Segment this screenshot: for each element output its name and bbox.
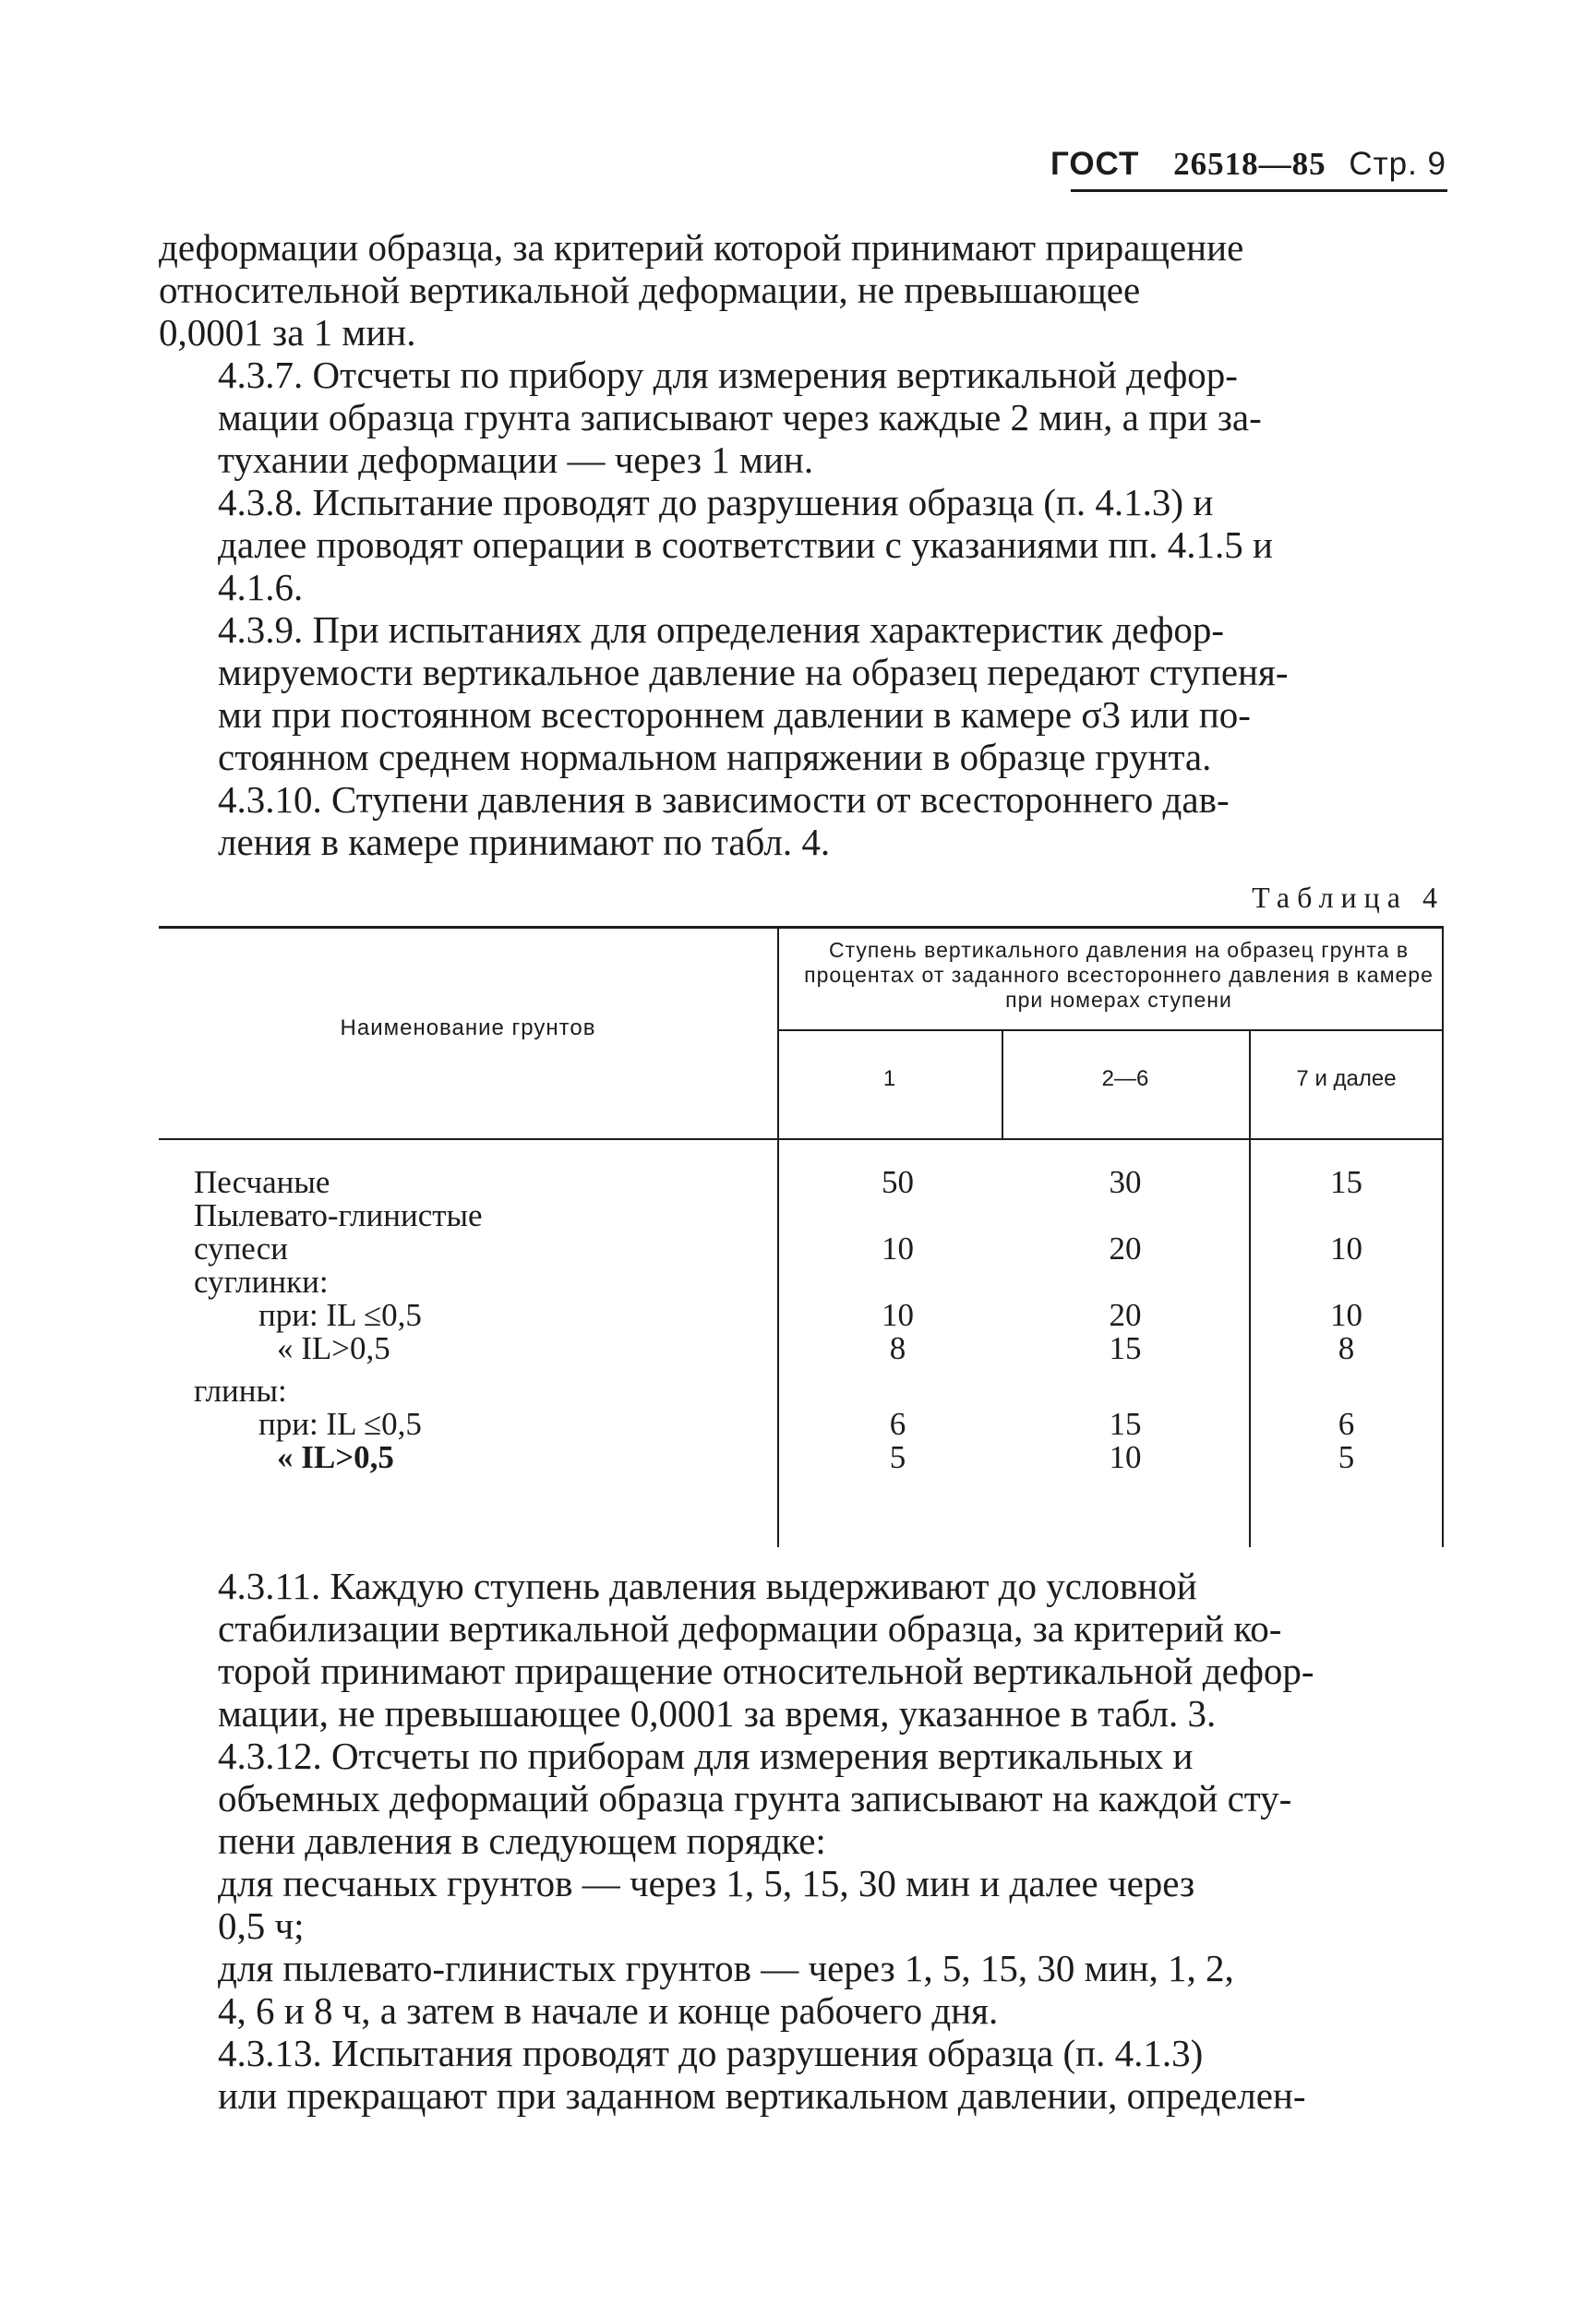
value-step-1: 5 [889, 1439, 906, 1475]
text-line: тухании деформации — через 1 мин. [218, 438, 814, 481]
text-line: стабилизации вертикальной деформации образца, за критерий ко- [218, 1607, 1282, 1650]
text-line: 4.3.12. Отсчеты по приборам для измерения вертикальных и [218, 1735, 1194, 1777]
soil-name: супеси [194, 1231, 288, 1267]
text-line: стоянном среднем нормальном напряжении в образце грунта. [218, 736, 1212, 778]
standard-number: 26518—85 [1173, 146, 1326, 182]
subheader-step-1: 1 [882, 1066, 896, 1091]
text-line: 4.3.11. Каждую ступень давления выдерживают до условной [218, 1565, 1197, 1607]
text-line: 4.3.13. Испытания проводят до разрушения образца (п. 4.1.3) [218, 2032, 1204, 2074]
text-line: мируемости вертикальное давление на образец передают ступеня- [218, 651, 1289, 693]
paragraph-4-3-9 [159, 608, 1442, 778]
page-header [1050, 146, 1446, 183]
soil-name: при: IL ≤0,5 [258, 1406, 422, 1442]
text-line: или прекращают при заданном вертикальном давлении, определен- [218, 2074, 1306, 2117]
value-step-7: 8 [1338, 1330, 1355, 1366]
text-line: 4, 6 и 8 ч, а затем в начале и конце рабочего дня. [218, 1989, 999, 2032]
soil-name: суглинки: [194, 1264, 329, 1300]
table-row [159, 1266, 1444, 1299]
table-row [159, 1408, 1444, 1441]
value-step-2-6: 15 [1109, 1406, 1142, 1442]
paragraph-continuation [159, 226, 1442, 354]
value-step-7: 6 [1338, 1406, 1355, 1442]
subheader-step-2-6: 2—6 [1101, 1066, 1149, 1091]
column-header-soil-name: Наименование грунтов [340, 1015, 596, 1040]
soil-name: « IL>0,5 [277, 1439, 394, 1475]
text-line: 4.3.7. Отсчеты по прибору для измерения вертикальной дефор- [218, 354, 1238, 396]
text-line: объемных деформаций образца грунта записывают на каждой сту- [218, 1777, 1292, 1820]
text-line: торой принимают приращение относительной вертикальной дефор- [218, 1650, 1314, 1692]
table-row [159, 1232, 1444, 1266]
value-step-7: 10 [1330, 1297, 1362, 1333]
soil-name: Песчаные [194, 1164, 330, 1200]
value-step-1: 10 [882, 1231, 914, 1267]
text-line: 4.3.10. Ступени давления в зависимости от всестороннего дав- [218, 778, 1230, 821]
text-line: мации образца грунта записывают через каждые 2 мин, а при за- [218, 396, 1262, 438]
text-line: ми при постоянном всестороннем давлении в камере σ3 или по- [218, 693, 1251, 736]
text-line: деформации образца, за критерий которой принимают приращение [159, 226, 1244, 269]
paragraph-4-3-8 [159, 481, 1442, 608]
text-line: относительной вертикальной деформации, не превышающее [159, 269, 1141, 311]
text-line: пени давления в следующем порядке: [218, 1820, 826, 1862]
soil-name: Пылевато-глинистые [194, 1197, 483, 1233]
paragraph-4-3-10 [159, 778, 1442, 863]
header-rule [1071, 189, 1447, 192]
table-row [159, 1166, 1444, 1199]
value-step-2-6: 10 [1109, 1439, 1142, 1475]
table-top-rule-double [159, 927, 1444, 929]
soil-name: глины: [194, 1373, 287, 1409]
soil-name: при: IL ≤0,5 [258, 1297, 422, 1333]
text-line: 4.1.6. [218, 566, 304, 608]
paragraph-4-3-13 [159, 2032, 1442, 2117]
value-step-1: 50 [882, 1164, 914, 1200]
soil-name: « IL>0,5 [277, 1330, 390, 1366]
paragraph-clay-soils [159, 1947, 1442, 2032]
table-row [159, 1375, 1444, 1408]
table-caption: Таблица 4 [1252, 881, 1445, 914]
value-step-2-6: 30 [1109, 1164, 1142, 1200]
subheader-step-7: 7 и далее [1296, 1066, 1397, 1091]
value-step-2-6: 15 [1109, 1330, 1142, 1366]
paragraph-4-3-12 [159, 1735, 1442, 1862]
text-line: для пылевато-глинистых грунтов — через 1, 5, 15, 30 мин, 1, 2, [218, 1947, 1234, 1989]
text-line: мации, не превышающее 0,0001 за время, указанное в табл. 3. [218, 1692, 1217, 1735]
column-group-header: Ступень вертикального давления на образец грунта в процентах от заданного всестороннего давления в камере при номерах ступени [804, 938, 1434, 1012]
paragraph-4-3-7 [159, 354, 1442, 481]
text-line: 4.3.9. При испытаниях для определения характеристик дефор- [218, 608, 1225, 651]
value-step-2-6: 20 [1109, 1231, 1142, 1267]
value-step-1: 6 [889, 1406, 906, 1442]
value-step-1: 8 [889, 1330, 906, 1366]
value-step-7: 15 [1330, 1164, 1362, 1200]
text-line: для песчаных грунтов — через 1, 5, 15, 30 мин и далее через [218, 1862, 1195, 1904]
value-step-7: 10 [1330, 1231, 1362, 1267]
table-header-bottom-rule [159, 1138, 1444, 1140]
value-step-1: 10 [882, 1297, 914, 1333]
standard-label: ГОСТ [1050, 146, 1140, 182]
table-row [159, 1199, 1444, 1232]
text-line: ления в камере принимают по табл. 4. [218, 821, 831, 863]
page-number: Стр. 9 [1349, 146, 1446, 182]
table-row [159, 1299, 1444, 1332]
text-line: далее проводят операции в соответствии с указаниями пп. 4.1.5 и [218, 523, 1273, 566]
table-subheader-rule [777, 1029, 1444, 1031]
text-line: 4.3.8. Испытание проводят до разрушения образца (п. 4.1.3) и [218, 481, 1214, 523]
value-step-2-6: 20 [1109, 1297, 1142, 1333]
table-body [159, 1166, 1444, 1474]
text-block-top [159, 226, 1442, 863]
text-line: 0,5 ч; [218, 1904, 305, 1947]
paragraph-sandy-soils [159, 1862, 1442, 1947]
table-row [159, 1441, 1444, 1474]
value-step-7: 5 [1338, 1439, 1355, 1475]
text-line: 0,0001 за 1 мин. [159, 311, 416, 354]
text-block-bottom [159, 1565, 1442, 2117]
table-row [159, 1332, 1444, 1365]
paragraph-4-3-11 [159, 1565, 1442, 1735]
